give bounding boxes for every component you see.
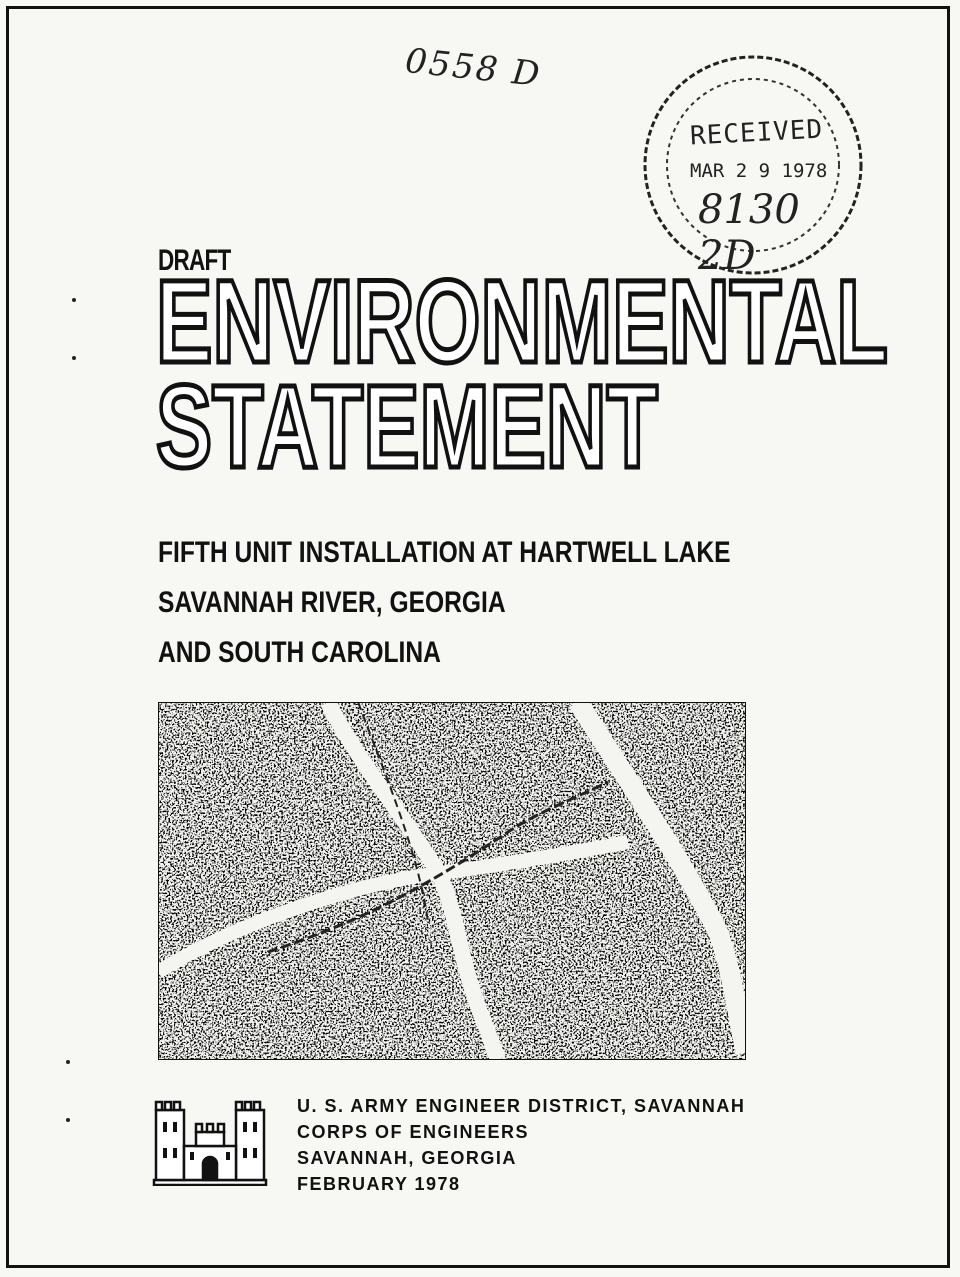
issuer-block bbox=[297, 1093, 745, 1197]
received-stamp bbox=[640, 52, 866, 278]
aerial-photograph bbox=[158, 702, 746, 1060]
title-block bbox=[150, 262, 900, 477]
issuer-line-4: FEBRUARY 1978 bbox=[297, 1174, 461, 1194]
issuer-line-2: CORPS OF ENGINEERS bbox=[297, 1122, 530, 1142]
issuer-line-1: U. S. ARMY ENGINEER DISTRICT, SAVANNAH bbox=[297, 1096, 746, 1116]
binding-hole-mark bbox=[72, 356, 76, 360]
subtitle-line-3: AND SOUTH CAROLINA bbox=[158, 636, 441, 669]
title-line2: STATEMENT bbox=[156, 361, 658, 477]
subtitle-line-2: SAVANNAH RIVER, GEORGIA bbox=[158, 586, 506, 619]
stamp-date: MAR 2 9 1978 bbox=[690, 160, 828, 182]
subtitle-line-1: FIFTH UNIT INSTALLATION AT HARTWELL LAKE bbox=[158, 536, 731, 569]
draft-label: DRAFT bbox=[158, 244, 231, 277]
project-subtitle bbox=[158, 528, 731, 678]
stamp-handwritten-code: 8130 2D bbox=[698, 187, 800, 279]
title-line1: ENVIRONMENTAL bbox=[156, 262, 888, 388]
binding-hole-mark bbox=[66, 1118, 70, 1122]
binding-hole-mark bbox=[72, 298, 76, 302]
binding-hole-mark bbox=[66, 1060, 70, 1064]
corps-of-engineers-castle-icon bbox=[152, 1100, 268, 1186]
issuer-line-3: SAVANNAH, GEORGIA bbox=[297, 1148, 517, 1168]
handwritten-document-id: 0558 D bbox=[403, 40, 544, 96]
stamp-received-text: RECEIVED bbox=[689, 114, 824, 152]
